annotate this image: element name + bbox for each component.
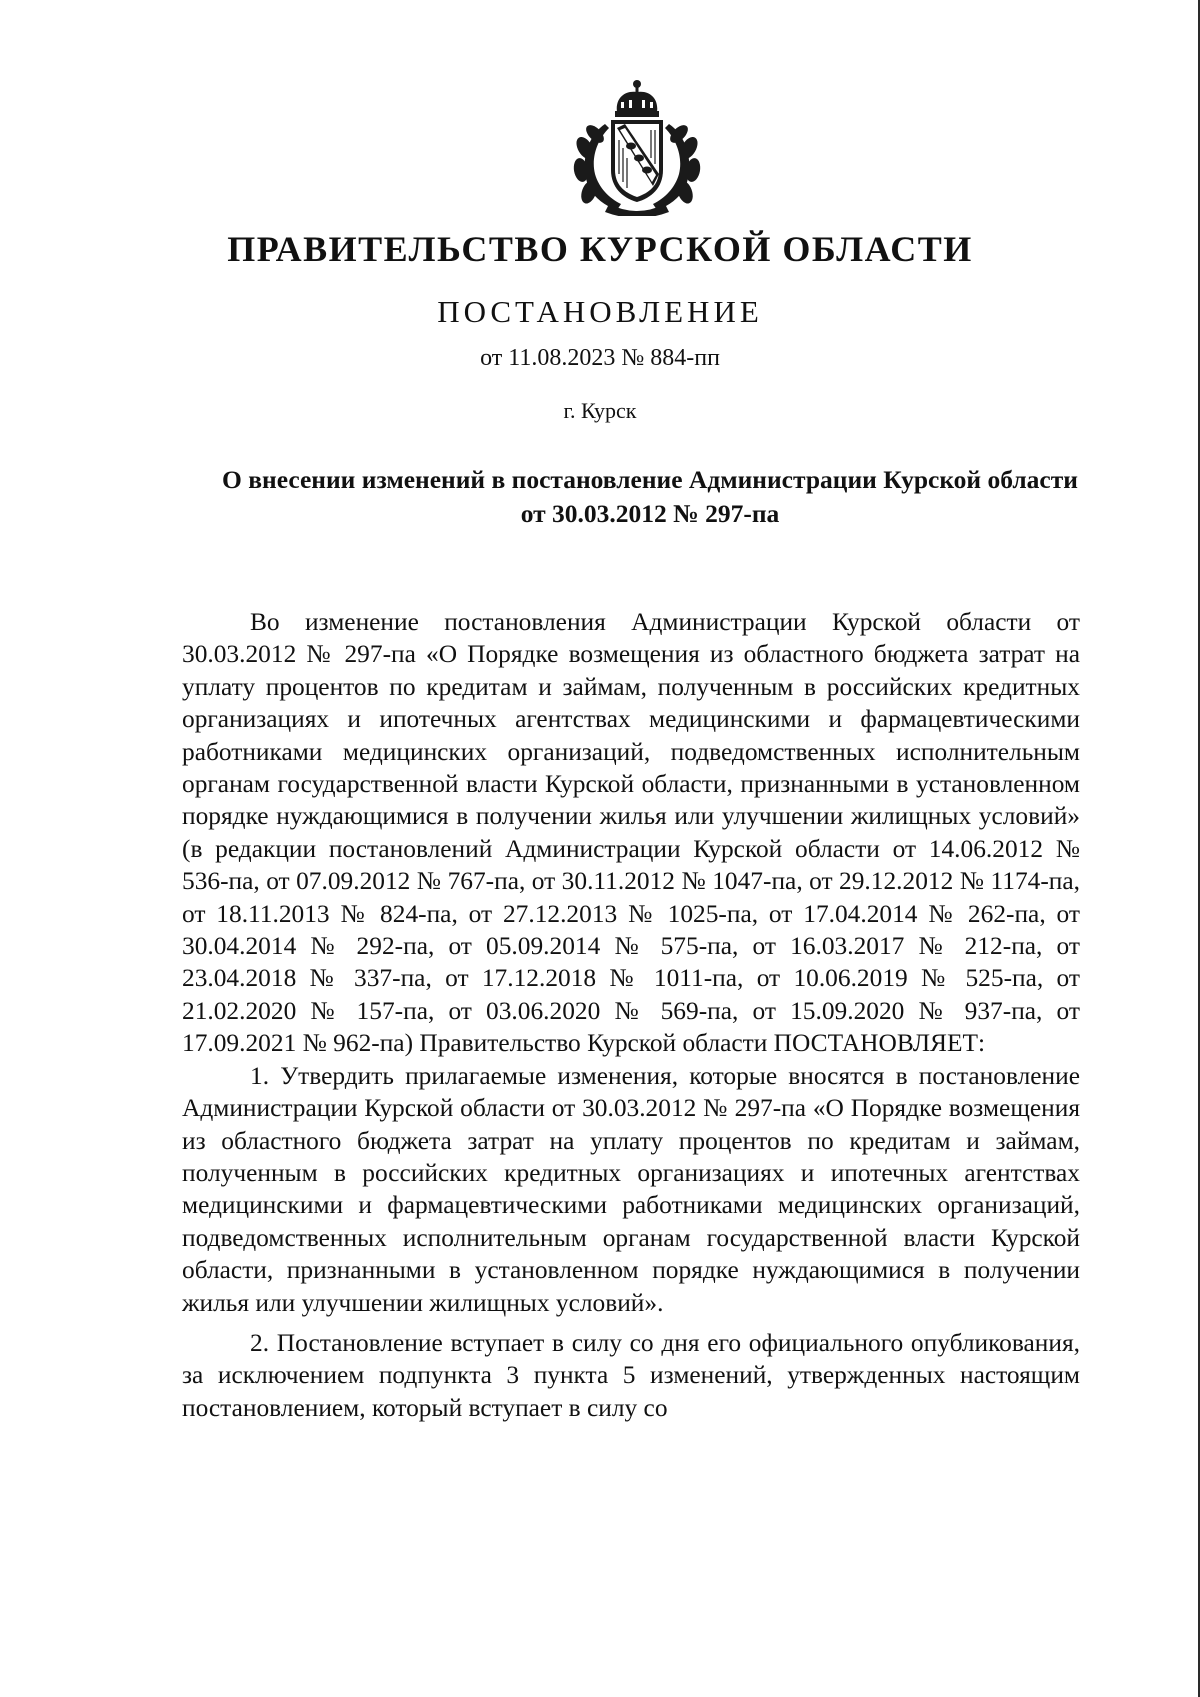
- document-type: ПОСТАНОВЛЕНИЕ: [437, 294, 763, 329]
- item-1-paragraph: 1. Утвердить прилагаемые изменения, которые вносятся в постановление Администрации Курской области от 30.03.2012 № 297-па «О Порядке возмещения из областного бюджета затрат на уплату процентов по кредитам и займам, полученным в российских кредитных организациях и ипотечных агентствах медицинскими и фармацевтическими работниками медицинских организаций, подведомственных исполнительным органам государственной власти Курской области, признанными в установленном порядке нуждающимися в получении жилья или улучшении жилищных условий».: [182, 1061, 1080, 1317]
- document-date-number: от 11.08.2023 № 884-пп: [480, 345, 720, 371]
- document-subject: О внесении изменений в постановление Администрации Курской области от 30.03.2012 № 297-па: [222, 465, 1078, 528]
- document-city: г. Курск: [563, 398, 637, 423]
- preamble-paragraph: Во изменение постановления Администрации Курской области от 30.03.2012 № 297-па «О Порядке возмещения из областного бюджета затрат на уплату процентов по кредитам и займам, полученным в российских кредитных организациях и ипотечных агентствах медицинскими и фармацевтическими работниками медицинских организаций, подведомственных исполнительным органам государственной власти Курской области, признанными в установленном порядке нуждающимися в получении жилья или улучшении жилищных условий» (в редакции постановлений Администрации Курской области от 14.06.2012 № 536-па, от 07.09.2012 № 767-па, от 30.11.2012 № 1047-па, от 29.12.2012 № 1174-па, от 18.11.2013 № 824-па, от 27.12.2013 № 1025-па, от 17.04.2014 № 262-па, от 30.04.2014 № 292-па, от 05.09.2014 № 575-па, от 16.03.2017 № 212-па, от 23.04.2018 № 337-па, от 17.12.2018 № 1011-па, от 10.06.2019 № 525-па, от 21.02.2020 № 157-па, от 03.06.2020 № 569-па, от 15.09.2020 № 937-па, от 17.09.2021 № 962-па) Правительство Курской области ПОСТАНОВЛЯЕТ:: [182, 608, 1080, 1058]
- government-name: ПРАВИТЕЛЬСТВО КУРСКОЙ ОБЛАСТИ: [227, 229, 973, 269]
- item-2-paragraph: 2. Постановление вступает в силу со дня его официального опубликования, за исключением подпункта 3 пункта 5 изменений, утвержденных настоящим постановлением, который вступает в силу со: [182, 1328, 1080, 1422]
- kursk-coat-of-arms-icon: [565, 78, 710, 216]
- document-body: [182, 606, 1080, 1424]
